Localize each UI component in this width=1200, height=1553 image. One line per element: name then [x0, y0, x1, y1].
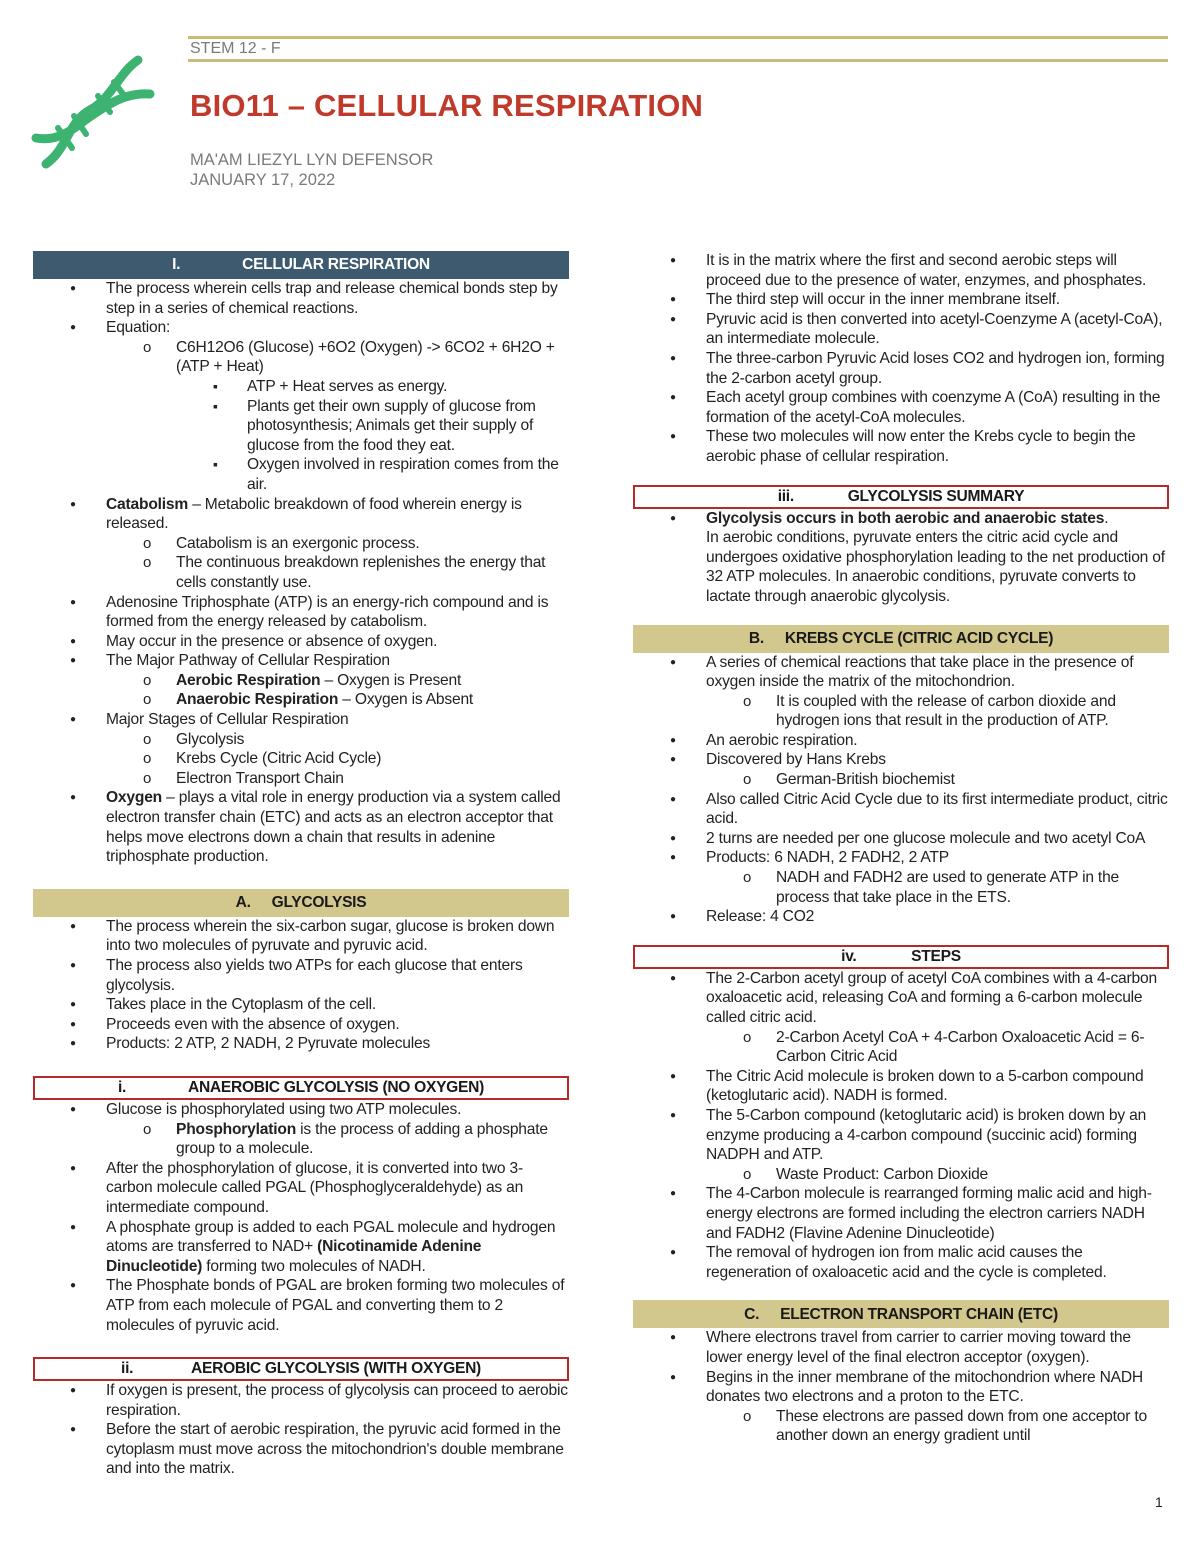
list-item: ● Adenosine Triphosphate (ATP) is an energy-rich compound and is formed from the energy released by catabolism. [33, 593, 569, 632]
list-item: ▪ Plants get their own supply of glucose from photosynthesis; Animals get their supply of glucose from the food they eat. [33, 397, 569, 456]
list-item: ● Glucose is phosphorylated using two ATP molecules. [33, 1100, 569, 1120]
left-column [33, 251, 569, 1479]
section-number: iv. [841, 948, 857, 966]
list-item: ● Also called Citric Acid Cycle due to its first intermediate product, citric acid. [633, 790, 1169, 829]
definition: – Oxygen is Absent [338, 691, 474, 709]
section-title: KREBS CYCLE (CITRIC ACID CYCLE) [784, 629, 1054, 647]
section-title: ELECTRON TRANSPORT CHAIN (ETC) [780, 1305, 1058, 1323]
term: (Nicotinamide Adenine Dinucleotide) [106, 1238, 482, 1275]
list-item: o These electrons are passed down from one acceptor to another down an energy gradient until [633, 1407, 1169, 1446]
list-item: ● If oxygen is present, the process of glycolysis can proceed to aerobic respiration. [33, 1381, 569, 1420]
section-header-glycolysis-summary [633, 485, 1169, 509]
section-number: iii. [777, 487, 794, 505]
teacher-name: MA'AM LIEZYL LYN DEFENSOR [190, 151, 434, 169]
list-item: ● Release: 4 CO2 [633, 907, 1169, 927]
list-item: ● 2 turns are needed per one glucose molecule and two acetyl CoA [633, 829, 1169, 849]
list-item [33, 495, 569, 534]
term: Aerobic Respiration [176, 671, 321, 689]
list-item: ▪ Oxygen involved in respiration comes from the air. [33, 455, 569, 494]
section-number: ii. [121, 1360, 134, 1378]
section-number: C. [744, 1305, 760, 1323]
list-item: ● The process wherein cells trap and release chemical bonds step by step in a series of chemical reactions. [33, 279, 569, 318]
class-tag: STEM 12 - F [190, 40, 281, 57]
section-header-krebs-cycle [633, 625, 1169, 653]
right-column [633, 251, 1169, 1446]
section-header-glycolysis [33, 889, 569, 917]
section-number: I. [172, 256, 181, 274]
aerobic-glycolysis-list [33, 1381, 569, 1479]
glycolysis-list [33, 917, 569, 1054]
section-header-cellular-respiration [33, 251, 569, 279]
list-item: ● The process wherein the six-carbon sugar, glucose is broken down into two molecules of pyruvate and pyruvic acid. [33, 917, 569, 956]
header-rule-top [188, 36, 1168, 39]
list-item: ● It is in the matrix where the first and second aerobic steps will proceed due to the presence of water, enzymes, and phosphates. [633, 251, 1169, 290]
list-item: o Waste Product: Carbon Dioxide [633, 1165, 1169, 1185]
list-item: o Krebs Cycle (Citric Acid Cycle) [33, 749, 569, 769]
term: Catabolism [106, 495, 189, 513]
list-item: o German-British biochemist [633, 770, 1169, 790]
list-item: ● The 4-Carbon molecule is rearranged forming malic acid and high-energy electrons are formed including the electron carriers NADH and FADH2 (Flavine Adenine Dinucleotide) [633, 1184, 1169, 1243]
glycolysis-summary-list [633, 509, 1169, 529]
list-item: o It is coupled with the release of carbon dioxide and hydrogen ions that result in the production of ATP. [633, 692, 1169, 731]
list-item: ● Major Stages of Cellular Respiration [33, 710, 569, 730]
definition: – Oxygen is Present [320, 671, 462, 689]
list-item: ● Equation: [33, 318, 569, 338]
list-item: ● The third step will occur in the inner membrane itself. [633, 290, 1169, 310]
list-item: ● Begins in the inner membrane of the mitochondrion where NADH donates two electrons and a proton to the ETC. [633, 1368, 1169, 1407]
list-item: o Electron Transport Chain [33, 769, 569, 789]
list-item: ● The process also yields two ATPs for each glucose that enters glycolysis. [33, 956, 569, 995]
list-item: ● Before the start of aerobic respiration, the pyruvic acid formed in the cytoplasm must move across the mitochondrion's double membrane and into the matrix. [33, 1420, 569, 1479]
section-header-aerobic-glycolysis [33, 1357, 569, 1381]
section-number: i. [118, 1079, 127, 1097]
list-item: ● Discovered by Hans Krebs [633, 750, 1169, 770]
term: Phosphorylation [176, 1120, 297, 1138]
document-date: JANUARY 17, 2022 [190, 171, 336, 189]
list-item: o 2-Carbon Acetyl CoA + 4-Carbon Oxaloacetic Acid = 6-Carbon Citric Acid [633, 1028, 1169, 1067]
list-item [33, 690, 569, 710]
dna-icon [28, 52, 156, 180]
list-item: ● Each acetyl group combines with coenzyme A (CoA) resulting in the formation of the acetyl-CoA molecules. [633, 388, 1169, 427]
list-item: ● Proceeds even with the absence of oxygen. [33, 1015, 569, 1035]
definition: – plays a vital role in energy production via a system called electron transfer chain (ETC) and acts as an electron acceptor that helps move electrons down a chain that results in adenine triphosphate production. [106, 789, 561, 866]
summary-paragraph: In aerobic conditions, pyruvate enters the citric acid cycle and undergoes oxidative phosphorylation leading to the net production of 32 ATP molecules. In anaerobic conditions, pyruvate converts to lactate through anaerobic glycolysis. [706, 529, 1165, 605]
definition: is the process of adding a phosphate group to a molecule. [176, 1120, 548, 1158]
list-item: ● The 2-Carbon acetyl group of acetyl CoA combines with a 4-carbon oxaloacetic acid, releasing CoA and forming a 6-carbon molecule called citric acid. [633, 969, 1169, 1028]
section-header-electron-transport-chain [633, 1300, 1169, 1328]
section-header-steps [633, 945, 1169, 969]
aerobic-continuation-list [633, 251, 1169, 467]
list-item: ● Products: 6 NADH, 2 FADH2, 2 ATP [633, 848, 1169, 868]
list-item: o Catabolism is an exergonic process. [33, 534, 569, 554]
list-item [633, 509, 1169, 529]
section-title: AEROBIC GLYCOLYSIS (WITH OXYGEN) [191, 1360, 481, 1378]
definition: – Metabolic breakdown of food wherein energy is released. [106, 495, 522, 533]
list-item [33, 1120, 569, 1159]
list-item: ● Pyruvic acid is then converted into acetyl-Coenzyme A (acetyl-CoA), an intermediate molecule. [633, 310, 1169, 349]
term: Anaerobic Respiration [176, 691, 339, 709]
list-item: ● The three-carbon Pyruvic Acid loses CO2 and hydrogen ion, forming the 2-carbon acetyl group. [633, 349, 1169, 388]
list-item: ● The Major Pathway of Cellular Respiration [33, 651, 569, 671]
list-item [33, 788, 569, 866]
anaerobic-glycolysis-list [33, 1100, 569, 1335]
krebs-cycle-list [633, 653, 1169, 927]
list-item [33, 671, 569, 691]
list-item: o C6H12O6 (Glucose) +6O2 (Oxygen) -> 6CO2 + 6H2O + (ATP + Heat) [33, 338, 569, 377]
list-item: ● An aerobic respiration. [633, 731, 1169, 751]
section-header-anaerobic-glycolysis [33, 1076, 569, 1100]
section-number: A. [235, 894, 251, 912]
section-title: STEPS [911, 948, 961, 966]
list-item: ● These two molecules will now enter the Krebs cycle to begin the aerobic phase of cellular respiration. [633, 427, 1169, 466]
text: forming two molecules of NADH. [202, 1257, 426, 1275]
cellular-respiration-list [33, 279, 569, 867]
list-item [33, 1218, 569, 1277]
header-rule-bottom [188, 59, 1168, 62]
steps-list [633, 969, 1169, 1283]
text: A phosphate group is added to each PGAL molecule and hydrogen atoms are transferred to NAD+ [106, 1218, 556, 1256]
list-item: ▪ ATP + Heat serves as energy. [33, 377, 569, 397]
section-title: GLYCOLYSIS [271, 894, 367, 912]
section-title: GLYCOLYSIS SUMMARY [847, 487, 1025, 505]
list-item: ● Where electrons travel from carrier to carrier moving toward the lower energy level of the final electron acceptor (oxygen). [633, 1328, 1169, 1367]
list-item: ● Takes place in the Cytoplasm of the cell. [33, 995, 569, 1015]
list-item: ● A series of chemical reactions that take place in the presence of oxygen inside the matrix of the mitochondrion. [633, 653, 1169, 692]
list-item: ● The removal of hydrogen ion from malic acid causes the regeneration of oxaloacetic acid and the cycle is completed. [633, 1243, 1169, 1282]
document-title: BIO11 – CELLULAR RESPIRATION [190, 88, 704, 123]
list-item: ● The Citric Acid molecule is broken down to a 5-carbon compound (ketoglutaric acid). NADH is formed. [633, 1067, 1169, 1106]
list-item: ● After the phosphorylation of glucose, it is converted into two 3-carbon molecule called PGAL (Phosphoglyceraldehyde) as an intermediate compound. [33, 1159, 569, 1218]
section-title: ANAEROBIC GLYCOLYSIS (NO OXYGEN) [188, 1079, 484, 1097]
list-item: ● The 5-Carbon compound (ketoglutaric acid) is broken down by an enzyme producing a 4-carbon compound (succinic acid) forming NADPH and ATP. [633, 1106, 1169, 1165]
list-item: o NADH and FADH2 are used to generate ATP in the process that take place in the ETS. [633, 868, 1169, 907]
list-item: o Glycolysis [33, 730, 569, 750]
section-title: CELLULAR RESPIRATION [242, 256, 430, 274]
section-number: B. [748, 629, 764, 647]
etc-list [633, 1328, 1169, 1446]
list-item: ● May occur in the presence or absence of oxygen. [33, 632, 569, 652]
term: Glycolysis occurs in both aerobic and anaerobic states [706, 509, 1105, 527]
list-item: ● The Phosphate bonds of PGAL are broken forming two molecules of ATP from each molecule of PGAL and converting them to 2 molecules of pyruvic acid. [33, 1276, 569, 1335]
list-item: ● Products: 2 ATP, 2 NADH, 2 Pyruvate molecules [33, 1034, 569, 1054]
page-number: 1 [1155, 1494, 1163, 1510]
list-item: o The continuous breakdown replenishes the energy that cells constantly use. [33, 553, 569, 592]
term: Oxygen [106, 789, 162, 807]
text: . [1104, 509, 1109, 527]
